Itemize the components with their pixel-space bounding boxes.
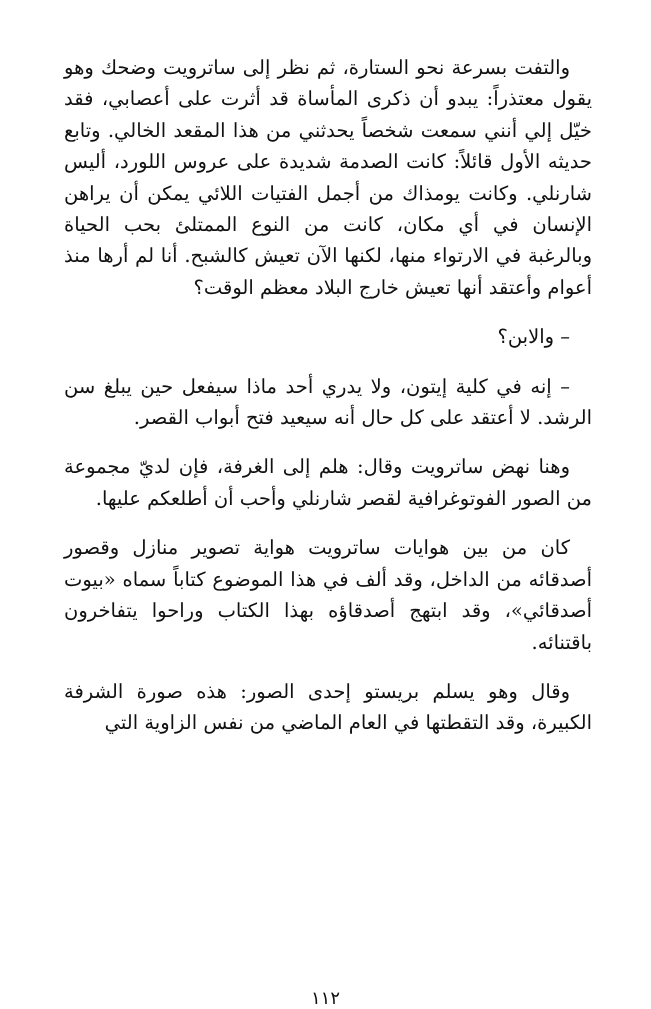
paragraph-terrace-photo: وقال وهو يسلم بريستو إحدى الصور: هذه صورة الشرفة الكبيرة، وقد التقطتها في العام الماضي من نفس الزاوية التي bbox=[64, 679, 592, 735]
paragraph-son-question: – والابن؟ bbox=[497, 325, 570, 349]
page-number: ١١٢ bbox=[310, 988, 340, 1009]
book-page-text bbox=[64, 52, 592, 757]
paragraph-curtain: والتفت بسرعة نحو الستارة، ثم نظر إلى ساترويت وضحك وهو يقول معتذراً: يبدو أن ذكرى المأساة قد أثرت على أعصابي، فقد خيّل إلي أنني سمعت شخصاً يحدثني من هذا المقعد الخالي. وتابع حديثه الأول قائلاً: كانت الصدمة شديدة على عروس اللورد، أليس شارنلي. وكانت يومذاك من أجمل الفتيات اللائي يمكن أن يراهن الإنسان في أي مكان، كانت من النوع الممتلئ بحب الحياة وبالرغبة في الارتواء منها، لكنها الآن تعيش كالشبح. أنا لم أرها منذ أعوام وأعتقد أنها تعيش خارج البلاد معظم الوقت؟ bbox=[64, 56, 592, 299]
paragraph-eton-answer: – إنه في كلية إيتون، ولا يدري أحد ماذا سيفعل حين يبلغ سن الرشد. لا أعتقد على كل حال أنه سيعيد فتح أبواب القصر. bbox=[64, 374, 592, 430]
paragraph-photo-collection: وهنا نهض ساترويت وقال: هلم إلى الغرفة، فإن لديّ مجموعة من الصور الفوتوغرافية لقصر شارنلي وأحب أن أطلعكم عليها. bbox=[64, 455, 592, 510]
paragraph-hobby: كان من بين هوايات ساترويت هواية تصوير منازل وقصور أصدقائه من الداخل، وقد ألف في هذا الموضوع كتاباً سماه «بيوت أصدقائي»، وقد ابتهج أصدقاؤه بهذا الكتاب وراحوا يتفاخرون باقتنائه. bbox=[64, 536, 592, 654]
